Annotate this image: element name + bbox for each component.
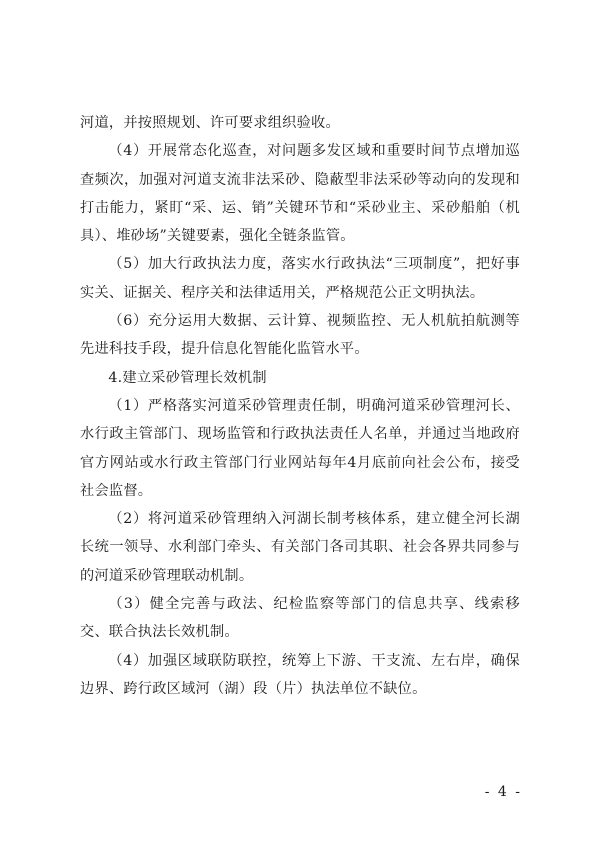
paragraph-continuation: 河道，并按照规划、许可要求组织验收。 <box>80 115 340 131</box>
paragraph-item-4-regional: （4）加强区域联防联控，统筹上下游、干支流、左右岸，确保边界、跨行政区域河（湖）段（片）执法单位不缺位。 <box>80 652 520 697</box>
document-body <box>80 109 520 703</box>
section-heading: 4.建立采砂管理长效机制 <box>108 369 267 386</box>
paragraph-item-3-coordination: （3）健全完善与政法、纪检监察等部门的信息共享、线索移交、联合执法长效机制。 <box>80 596 520 641</box>
paragraph-item-1-responsibility: （1）严格落实河道采砂管理责任制，明确河道采砂管理河长、水行政主管部门、现场监管和行政执法责任人名单，并通过当地政府官方网站或水行政主管部门行业网站每年4月底前向社会公布，接受社会监督。 <box>80 397 520 499</box>
paragraph-item-4-patrol: （4）开展常态化巡查，对问题多发区域和重要时间节点增加巡查频次，加强对河道支流非法采砂、隐蔽型非法采砂等动向的发现和打击能力，紧盯“采、运、销”关键环节和“采砂业主、采砂船舶（机具）、堆砂场”关键要素，强化全链条监管。 <box>80 143 520 245</box>
page-number: - 4 - <box>484 784 522 800</box>
paragraph-item-6-technology: （6）充分运用大数据、云计算、视频监控、无人机航拍航测等先进科技手段，提升信息化智能化监管水平。 <box>80 313 520 358</box>
paragraph-item-2-assessment: （2）将河道采砂管理纳入河湖长制考核体系，建立健全河长湖长统一领导、水利部门牵头、有关部门各司其职、社会各界共同参与的河道采砂管理联动机制。 <box>80 511 520 584</box>
paragraph-item-5-enforcement: （5）加大行政执法力度，落实水行政执法“三项制度”，把好事实关、证据关、程序关和法律适用关，严格规范公正文明执法。 <box>80 256 520 301</box>
